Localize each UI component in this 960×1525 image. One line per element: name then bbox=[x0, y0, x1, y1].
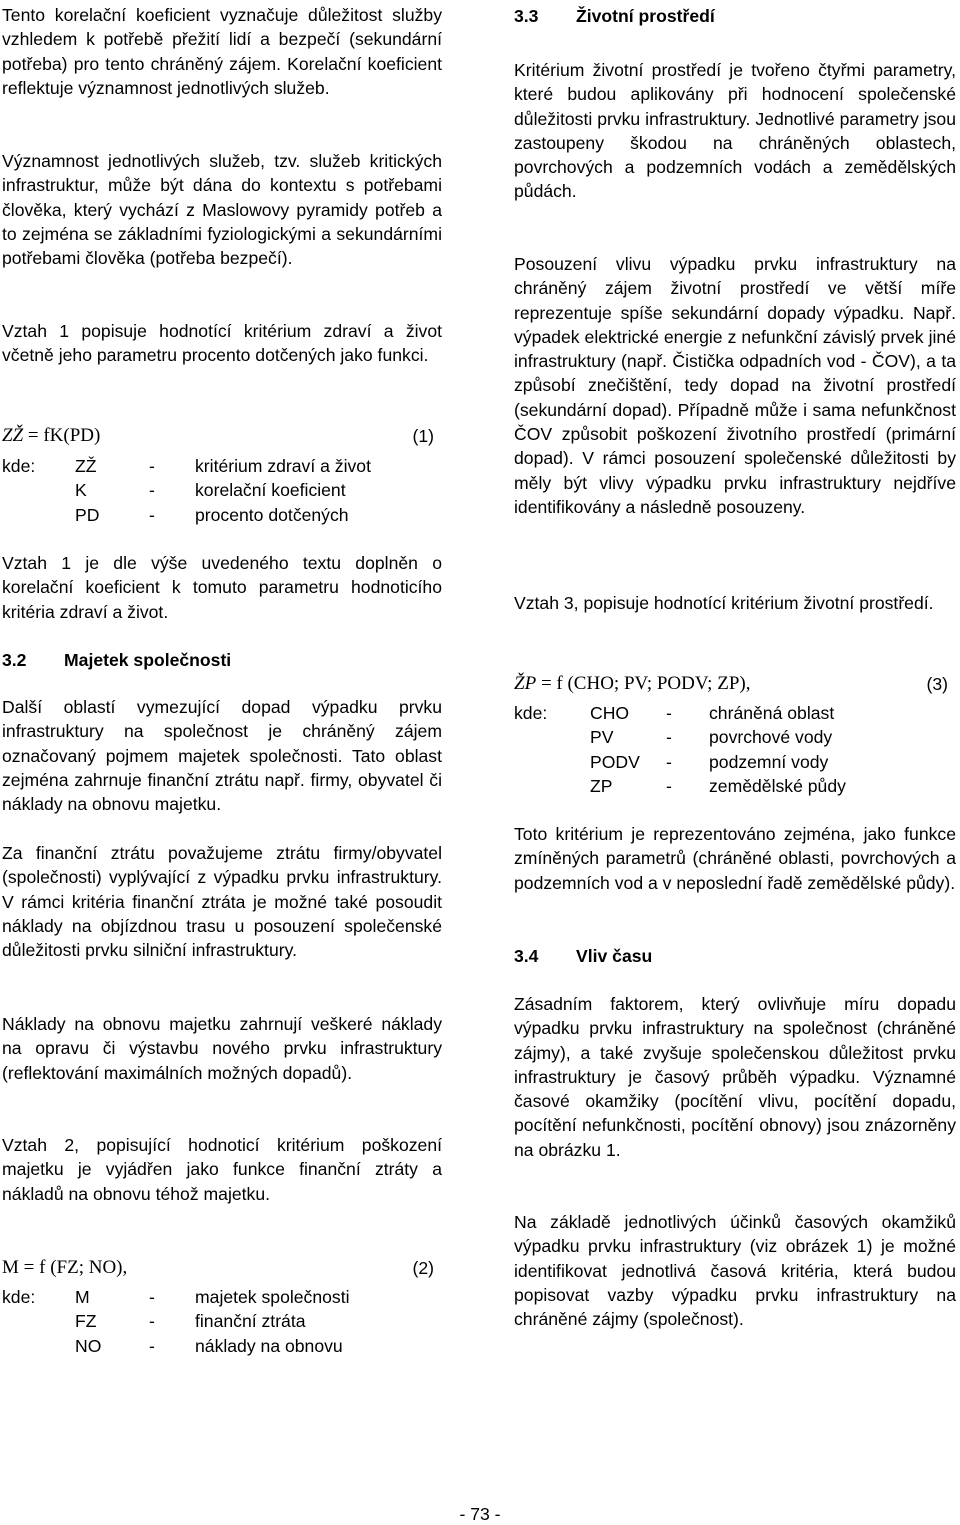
page-number: - 73 - bbox=[459, 1504, 501, 1524]
paragraph: Zásadním faktorem, který ovlivňuje míru dopadu výpadku prvku infrastruktury na společnost (chráněné zájmy), a také zvyšuje společenskou důležitost prvku infrastruktury je časový průběh výpadku. Významné časové okamžiky (pocítění vlivu, pocítění dopadu, pocítění nefunkčnosti, pocítění obnovy) jsou znázorněny na obrázku 1. bbox=[514, 994, 956, 1160]
section-number: 3.2 bbox=[2, 650, 27, 670]
paragraph: Kritérium životní prostředí je tvořeno čtyřmi parametry, které budou aplikovány při hodnocení společenské důležitosti prvku infrastruktury. Jednotlivé parametry jsou zastoupeny škodou na chráněných oblastech, povrchových a podzemních vodách a zemědělských půdách. bbox=[514, 60, 956, 202]
equation-rhs: = fK(PD) bbox=[23, 425, 101, 446]
section-title: Vliv času bbox=[576, 946, 653, 966]
paragraph: Významnost jednotlivých služeb, tzv. služeb kritických infrastruktur, může být dána do kontextu s potřebami člověka, který vychází z Maslowovy pyramidy potřeb a to zejména se základními fyziologickými a sekundárními potřebami člověka (potřeba bezpečí). bbox=[2, 151, 442, 269]
definition-list-2 bbox=[2, 1285, 442, 1358]
definition-row: FZ - finanční ztráta bbox=[75, 1311, 306, 1332]
definition-row: PODV - podzemní vody bbox=[590, 751, 829, 772]
equation-number: (2) bbox=[412, 1258, 434, 1278]
equation-lhs: M bbox=[2, 1257, 19, 1278]
section-title: Majetek společnosti bbox=[64, 650, 232, 670]
section-number: 3.4 bbox=[514, 946, 539, 966]
definition-row: K - korelační koeficient bbox=[75, 480, 346, 501]
definition-row: ZP - zemědělské půdy bbox=[590, 775, 846, 796]
paragraph: Další oblastí vymezující dopad výpadku prvku infrastruktury na společnost je chráněný zájem označovaný pojmem majetek společnosti. Tato oblast zejména zahrnuje finanční ztrátu např. firmy, obyvatel či náklady na obnovu majetku. bbox=[2, 697, 442, 815]
paragraph: Tento korelační koeficient vyznačuje důležitost služby vzhledem k potřebě přežití lidí a bezpečí (sekundární potřeba) pro tento chráněný zájem. Korelační koeficient reflektuje významnost jednotlivých služeb. bbox=[2, 5, 442, 98]
definition-row: PV - povrchové vody bbox=[590, 727, 833, 748]
equation-lhs: ŽP bbox=[514, 673, 537, 694]
paragraph: Vztah 3, popisuje hodnotící kritérium životní prostředí. bbox=[514, 593, 934, 613]
definition-row: NO - náklady na obnovu bbox=[75, 1335, 343, 1356]
paragraph: Vztah 2, popisující hodnoticí kritérium poškození majetku je vyjádřen jako funkce finanční ztráty a nákladů na obnovu téhož majetku. bbox=[2, 1135, 442, 1204]
definition-list-1 bbox=[2, 454, 442, 527]
paragraph: Za finanční ztrátu považujeme ztrátu firmy/obyvatel (společnosti) vyplývající z výpadku prvku infrastruktury. V rámci kritéria finanční ztráta je možné také posoudit náklady na objízdnou trasu u posouzení společenské důležitosti prvku silniční infrastruktury. bbox=[2, 843, 442, 961]
section-title: Životní prostředí bbox=[576, 6, 715, 26]
equation-rhs: = f (FZ; NO), bbox=[18, 1257, 128, 1278]
paragraph: Na základě jednotlivých účinků časových okamžiků výpadku prvku infrastruktury (viz obrázek 1) je možné identifikovat jednotlivá časová kritéria, která budou popisovat vazby výpadku prvku infrastruktury na chráněné zájmy (společnost). bbox=[514, 1212, 956, 1330]
equation-number: (1) bbox=[412, 426, 434, 446]
paragraph: Náklady na obnovu majetku zahrnují veškeré náklady na opravu či výstavbu nového prvku infrastruktury (reflektování maximálních možných dopadů). bbox=[2, 1014, 442, 1083]
section-number: 3.3 bbox=[514, 6, 539, 26]
definition-row: kde: CHO - chráněná oblast bbox=[514, 703, 835, 723]
definition-row: kde: M - majetek společnosti bbox=[2, 1287, 350, 1307]
equation-number: (3) bbox=[926, 674, 948, 694]
section-heading-3-4 bbox=[514, 944, 956, 968]
paragraph: Posouzení vlivu výpadku prvku infrastruktury na chráněný zájem životní prostředí ve větší míře reprezentuje spíše sekundární dopady výpadku. Např. výpadek elektrické energie z nefunkční závislý prvek jiné infrastruktury (např. Čistička odpadních vod - ČOV), a ta způsobí znečištění, tedy dopad na životní prostředí (sekundární dopad). Případně může i sama nefunkčnost ČOV způsobit poškození životního prostředí (primární dopad). V rámci posouzení společenské důležitosti by měly být vlivy výpadku prvku infrastruktury nejdříve identifikovány a následně posouzeny. bbox=[514, 254, 956, 517]
equation-lhs: ZŽ bbox=[2, 425, 24, 446]
section-heading-3-2 bbox=[2, 648, 442, 672]
paragraph: Vztah 1 je dle výše uvedeného textu doplněn o korelační koeficient k tomuto parametru hodnoticího kritéria zdraví a život. bbox=[2, 553, 442, 622]
definition-row: kde: ZŽ - kritérium zdraví a život bbox=[2, 456, 371, 476]
equation-1 bbox=[2, 424, 442, 448]
equation-3 bbox=[514, 672, 956, 696]
equation-2 bbox=[2, 1256, 442, 1280]
paragraph: Toto kritérium je reprezentováno zejména, jako funkce zmíněných parametrů (chráněné oblasti, povrchových a podzemních vod a v neposlední řadě zemědělské půdy). bbox=[514, 824, 956, 893]
equation-rhs: = f (CHO; PV; PODV; ZP), bbox=[536, 673, 751, 694]
section-heading-3-3 bbox=[514, 4, 956, 28]
definition-list-3 bbox=[514, 701, 956, 798]
definition-row: PD - procento dotčených bbox=[75, 504, 349, 525]
paragraph: Vztah 1 popisuje hodnotící kritérium zdraví a život včetně jeho parametru procento dotčených jako funkci. bbox=[2, 321, 442, 366]
